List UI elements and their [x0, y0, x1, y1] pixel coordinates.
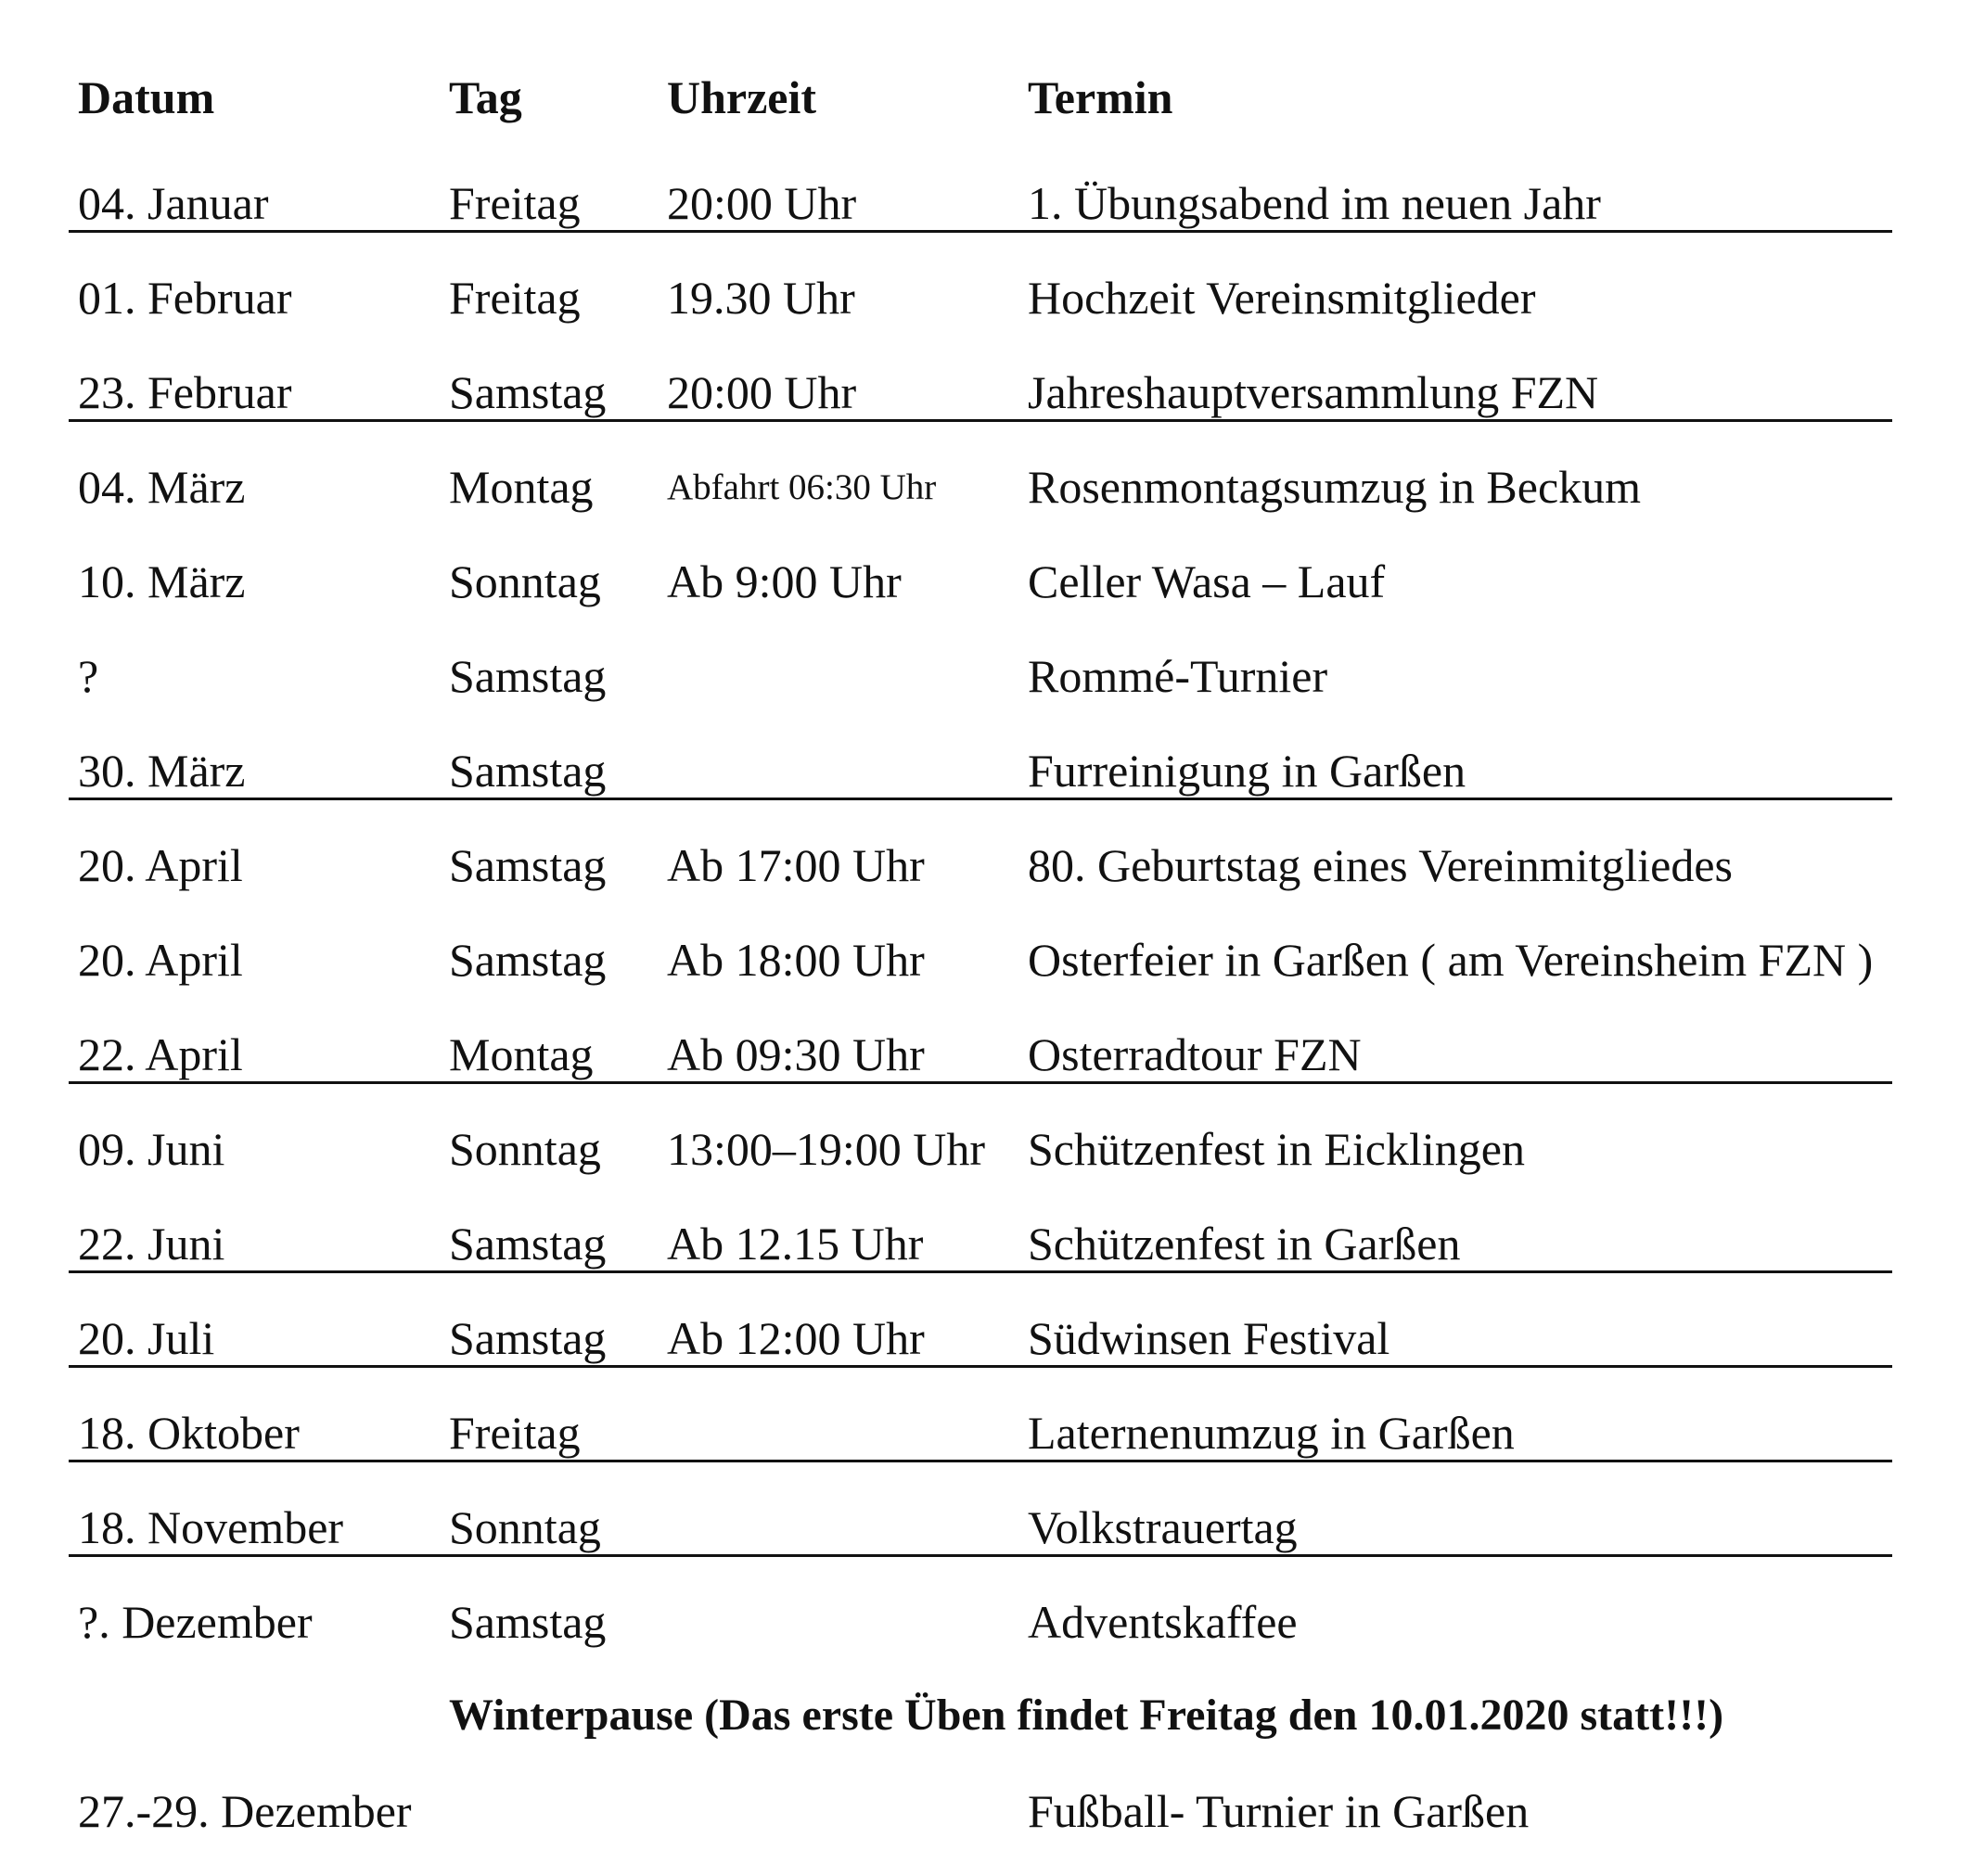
row-datum: 20. April: [78, 934, 243, 986]
row-tag: Montag: [449, 461, 594, 513]
row-divider: [69, 1460, 1892, 1462]
table-row: [0, 461, 1972, 529]
row-termin: Südwinsen Festival: [1028, 1312, 1390, 1364]
header-tag: Tag: [449, 71, 522, 123]
row-termin: Fußball- Turnier in Garßen: [1028, 1785, 1530, 1837]
row-tag: Samstag: [449, 366, 607, 418]
row-divider: [69, 1365, 1892, 1368]
table-row: [0, 1501, 1972, 1569]
row-termin: Rommé-Turnier: [1028, 650, 1328, 702]
row-datum: ?: [78, 650, 99, 702]
row-uhrzeit: 19.30 Uhr: [667, 272, 855, 324]
winter-break-note: Winterpause (Das erste Üben findet Freitag den 10.01.2020 statt!!!): [449, 1691, 1724, 1740]
table-row-last: [0, 1785, 1972, 1853]
row-tag: Samstag: [449, 934, 607, 986]
row-tag: Samstag: [449, 1312, 607, 1364]
row-divider: [69, 1081, 1892, 1084]
row-tag: Montag: [449, 1028, 594, 1080]
row-uhrzeit: Ab 12:00 Uhr: [667, 1312, 925, 1364]
row-tag: Samstag: [449, 650, 607, 702]
table-row: [0, 1028, 1972, 1096]
table-row: [0, 1407, 1972, 1474]
header-datum: Datum: [78, 71, 215, 123]
row-divider: [69, 1270, 1892, 1273]
row-termin: Schützenfest in Eicklingen: [1028, 1123, 1525, 1175]
row-termin: Osterfeier in Garßen ( am Vereinsheim FZN ): [1028, 934, 1874, 986]
table-header: [0, 71, 1972, 130]
row-termin: Jahreshauptversammlung FZN: [1028, 366, 1599, 418]
row-tag: Freitag: [449, 1407, 581, 1459]
row-datum: 09. Juni: [78, 1123, 225, 1175]
row-uhrzeit: Ab 18:00 Uhr: [667, 934, 925, 986]
table-row: [0, 934, 1972, 1002]
row-termin: Rosenmontagsumzug in Beckum: [1028, 461, 1642, 513]
row-datum: 01. Februar: [78, 272, 292, 324]
row-tag: Samstag: [449, 1218, 607, 1270]
row-datum: 18. November: [78, 1501, 344, 1553]
row-datum: 22. Juni: [78, 1218, 225, 1270]
row-divider: [69, 1554, 1892, 1557]
row-termin: Celler Wasa – Lauf: [1028, 555, 1386, 607]
table-row: [0, 1123, 1972, 1191]
row-datum: 20. April: [78, 839, 243, 891]
row-datum: 30. März: [78, 745, 246, 797]
row-termin: Volkstrauertag: [1028, 1501, 1298, 1553]
row-termin: Osterradtour FZN: [1028, 1028, 1362, 1080]
row-datum: 18. Oktober: [78, 1407, 300, 1459]
row-tag: Samstag: [449, 745, 607, 797]
row-uhrzeit: Ab 12.15 Uhr: [667, 1218, 924, 1270]
table-row: [0, 555, 1972, 623]
row-tag: Freitag: [449, 272, 581, 324]
row-datum: 20. Juli: [78, 1312, 215, 1364]
row-termin: Laternenumzug in Garßen: [1028, 1407, 1515, 1459]
table-row: [0, 1220, 1972, 1285]
row-termin: Schützenfest in Garßen: [1028, 1218, 1461, 1270]
table-row: [0, 274, 1972, 339]
row-tag: Sonntag: [449, 1123, 601, 1175]
table-row: [0, 839, 1972, 907]
table-row: [0, 1596, 1972, 1664]
row-datum: 10. März: [78, 555, 246, 607]
row-datum: 22. April: [78, 1028, 243, 1080]
row-uhrzeit: 13:00–19:00 Uhr: [667, 1123, 986, 1175]
row-uhrzeit: 20:00 Uhr: [667, 177, 857, 229]
header-termin: Termin: [1028, 71, 1173, 123]
row-uhrzeit: 20:00 Uhr: [667, 366, 857, 418]
row-tag: Samstag: [449, 839, 607, 891]
row-datum: 04. März: [78, 461, 246, 513]
row-termin: Furreinigung in Garßen: [1028, 745, 1466, 797]
row-termin: 1. Übungsabend im neuen Jahr: [1028, 177, 1601, 229]
row-tag: Sonntag: [449, 1501, 601, 1553]
row-tag: Samstag: [449, 1596, 607, 1648]
row-termin: 80. Geburtstag eines Vereinmitgliedes: [1028, 839, 1734, 891]
row-uhrzeit: Ab 17:00 Uhr: [667, 839, 925, 891]
row-divider: [69, 798, 1892, 800]
row-datum: ?. Dezember: [78, 1596, 313, 1648]
table-row: [0, 747, 1972, 812]
row-termin: Hochzeit Vereinsmitglieder: [1028, 272, 1536, 324]
row-uhrzeit: Ab 9:00 Uhr: [667, 555, 902, 607]
row-termin: Adventskaffee: [1028, 1596, 1298, 1648]
row-uhrzeit: Ab 09:30 Uhr: [667, 1028, 925, 1080]
row-tag: Freitag: [449, 177, 581, 229]
table-row: [0, 650, 1972, 718]
table-row: [0, 177, 1972, 245]
row-datum: 23. Februar: [78, 366, 292, 418]
row-divider: [69, 230, 1892, 233]
row-uhrzeit: Abfahrt 06:30 Uhr: [667, 467, 937, 507]
row-datum: 04. Januar: [78, 177, 269, 229]
table-row: [0, 1312, 1972, 1380]
row-tag: Sonntag: [449, 555, 601, 607]
row-datum: 27.-29. Dezember: [78, 1785, 412, 1837]
table-row: [0, 366, 1972, 434]
header-uhrzeit: Uhrzeit: [667, 71, 817, 123]
row-divider: [69, 419, 1892, 422]
